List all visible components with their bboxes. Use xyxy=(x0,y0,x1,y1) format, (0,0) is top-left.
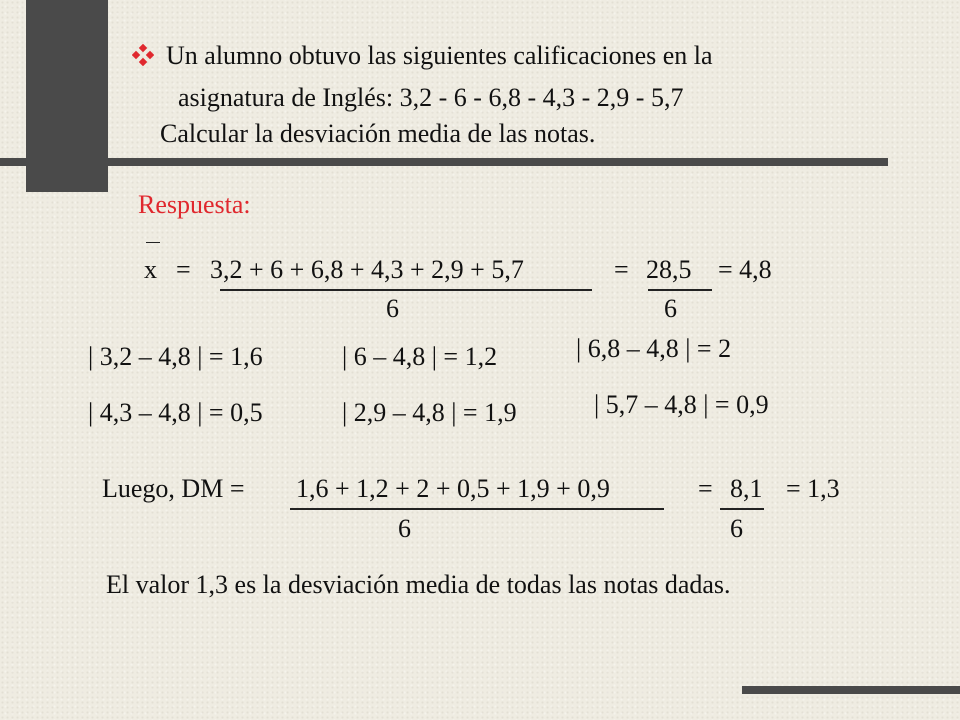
mean-denominator: 6 xyxy=(386,294,399,323)
dm-sum-fraction-line xyxy=(720,508,764,510)
deviation-1: | 3,2 – 4,8 | = 1,6 xyxy=(88,342,263,371)
mean-sum-denominator: 6 xyxy=(664,294,677,323)
mean-numerator: 3,2 + 6 + 6,8 + 4,3 + 2,9 + 5,7 xyxy=(210,255,524,284)
mean-symbol: x xyxy=(144,255,157,284)
mean-sum-fraction-line xyxy=(648,289,712,291)
dm-prefix: Luego, DM = xyxy=(102,474,245,503)
mean-equals-2: = xyxy=(614,255,629,284)
deviation-6: | 5,7 – 4,8 | = 0,9 xyxy=(594,390,769,419)
problem-line-3: Calcular la desviación media de las notas. xyxy=(160,119,596,148)
deviation-5: | 2,9 – 4,8 | = 1,9 xyxy=(342,398,517,427)
problem-line-2: asignatura de Inglés: 3,2 - 6 - 6,8 - 4,3 - 2,9 - 5,7 xyxy=(178,83,684,112)
decorative-bottom-rule xyxy=(742,686,960,694)
diamond-bullet-icon xyxy=(132,44,154,66)
dm-sum: 8,1 xyxy=(730,474,763,503)
dm-fraction-line xyxy=(290,508,664,510)
mean-bar xyxy=(146,242,160,243)
answer-label: Respuesta: xyxy=(138,190,251,219)
conclusion-text: El valor 1,3 es la desviación media de todas las notas dadas. xyxy=(106,570,731,599)
mean-fraction-line xyxy=(220,289,592,291)
problem-line-1: Un alumno obtuvo las siguientes calificaciones en la xyxy=(166,41,713,70)
dm-numerator: 1,6 + 1,2 + 2 + 0,5 + 1,9 + 0,9 xyxy=(296,474,610,503)
dm-sum-denominator: 6 xyxy=(730,514,743,543)
dm-result: = 1,3 xyxy=(786,474,840,503)
deviation-4: | 4,3 – 4,8 | = 0,5 xyxy=(88,398,263,427)
dm-denominator: 6 xyxy=(398,514,411,543)
mean-equals: = xyxy=(176,255,191,284)
mean-result: = 4,8 xyxy=(718,255,772,284)
decorative-rule xyxy=(0,158,888,166)
dm-equals-2: = xyxy=(698,474,713,503)
deviation-2: | 6 – 4,8 | = 1,2 xyxy=(342,342,498,371)
deviation-3: | 6,8 – 4,8 | = 2 xyxy=(576,334,732,363)
mean-sum: 28,5 xyxy=(646,255,692,284)
